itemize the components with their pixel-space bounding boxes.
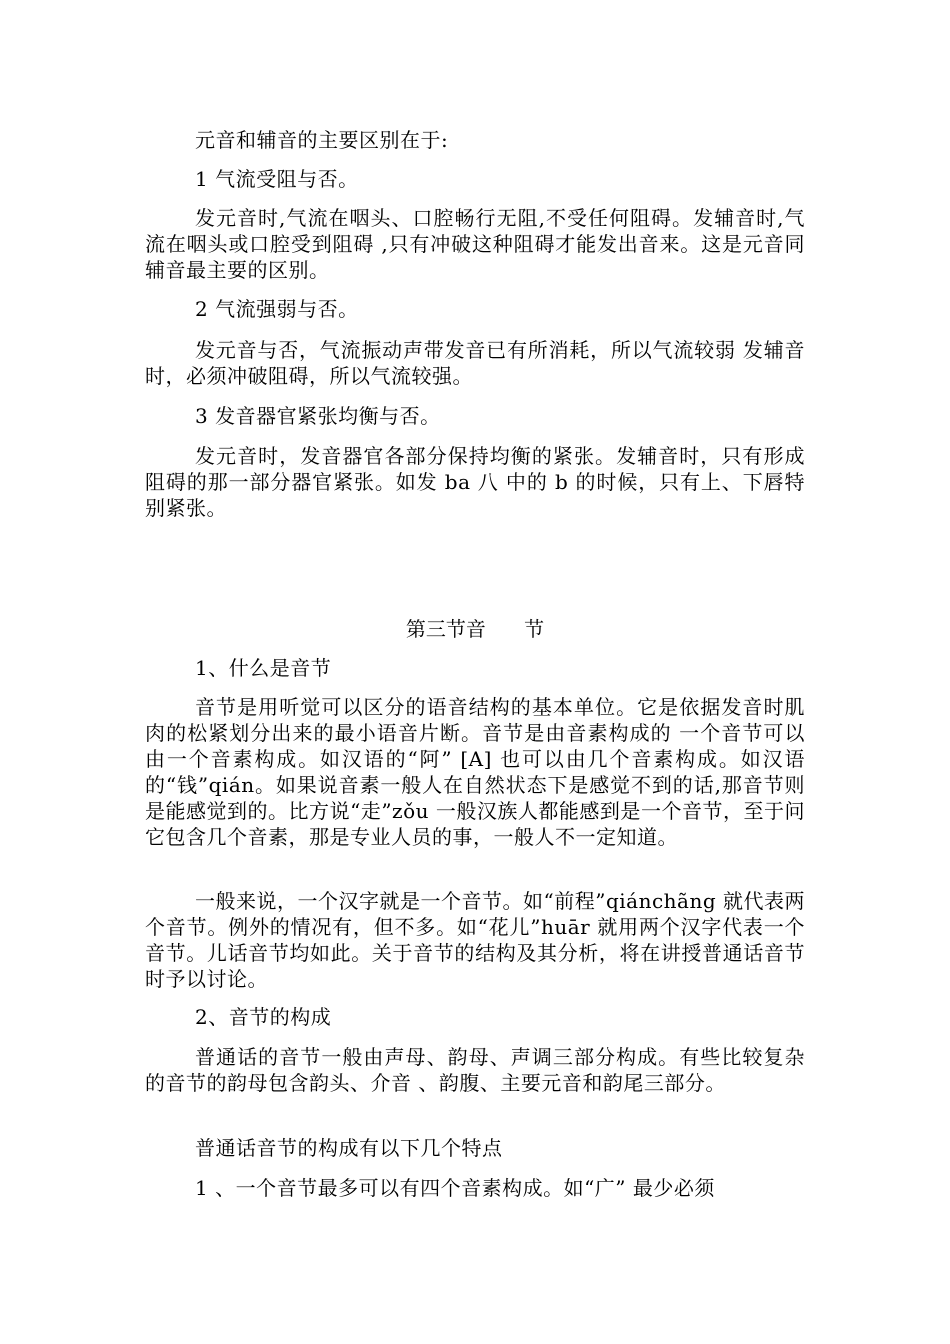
point-2-title: 2 气流强弱与否。 (195, 297, 359, 321)
subsection-1-paragraph-2: 一般来说，一个汉字就是一个音节。如“前程”qiánchãng 就代表两个音节。例外的情况有，但不多。如“花儿”huār 就用两个汉字代表一个音节。儿话音节均如此。关于音节的结构及其分析，将在讲授普通话音节时予以讨论。 (145, 889, 805, 991)
subsection-1-title: 1、什么是音节 (195, 656, 332, 680)
subsection-2-point-1: 1 、一个音节最多可以有四个音素构成。如“广” 最少必须 (195, 1176, 715, 1200)
subsection-2-paragraph-2: 普通话音节的构成有以下几个特点 (195, 1136, 503, 1160)
subsection-2-paragraph-1: 普通话的音节一般由声母、韵母、声调三部分构成。有些比较复杂的音节的韵母包含韵头、介音 、韵腹、主要元音和韵尾三部分。 (145, 1045, 805, 1095)
point-3-body: 发元音时，发音器官各部分保持均衡的紧张。发辅音时，只有形成阻碍的那一部分器官紧张。如发 ba 八 中的 b 的时候，只有上、下唇特别紧张。 (145, 444, 805, 520)
point-2-body: 发元音与否，气流振动声带发音已有所消耗，所以气流较弱 发辅音时，必须冲破阻碍，所以气流较强。 (145, 338, 805, 388)
point-1-body: 发元音时,气流在咽头、口腔畅行无阻,不受任何阻碍。发辅音时,气流在咽头或口腔受到阻碍 ,只有冲破这种阻碍才能发出音来。这是元音同辅音最主要的区别。 (145, 206, 805, 282)
point-1-title: 1 气流受阻与否。 (195, 167, 359, 191)
point-3-title: 3 发音器官紧张均衡与否。 (195, 404, 441, 428)
subsection-2-title: 2、音节的构成 (195, 1005, 332, 1029)
section-heading: 第三节音 节 (405, 617, 545, 641)
intro-line: 元音和辅音的主要区别在于: (195, 128, 449, 152)
subsection-1-paragraph-1: 音节是用听觉可以区分的语音结构的基本单位。它是依据发音时肌肉的松紧划分出来的最小语音片断。音节是由音素构成的 一个音节可以由一个音素构成。如汉语的“阿” [A] 也可以由几个音素构成。如汉语的“钱”qián。如果说音素一般人在自然状态下是感觉不到的话,那音节则是能感觉到的。比方说“走”zǒu 一般汉族人都能感到是一个音节，至于问它包含几个音素，那是专业人员的事，一般人不一定知道。 (145, 695, 805, 849)
